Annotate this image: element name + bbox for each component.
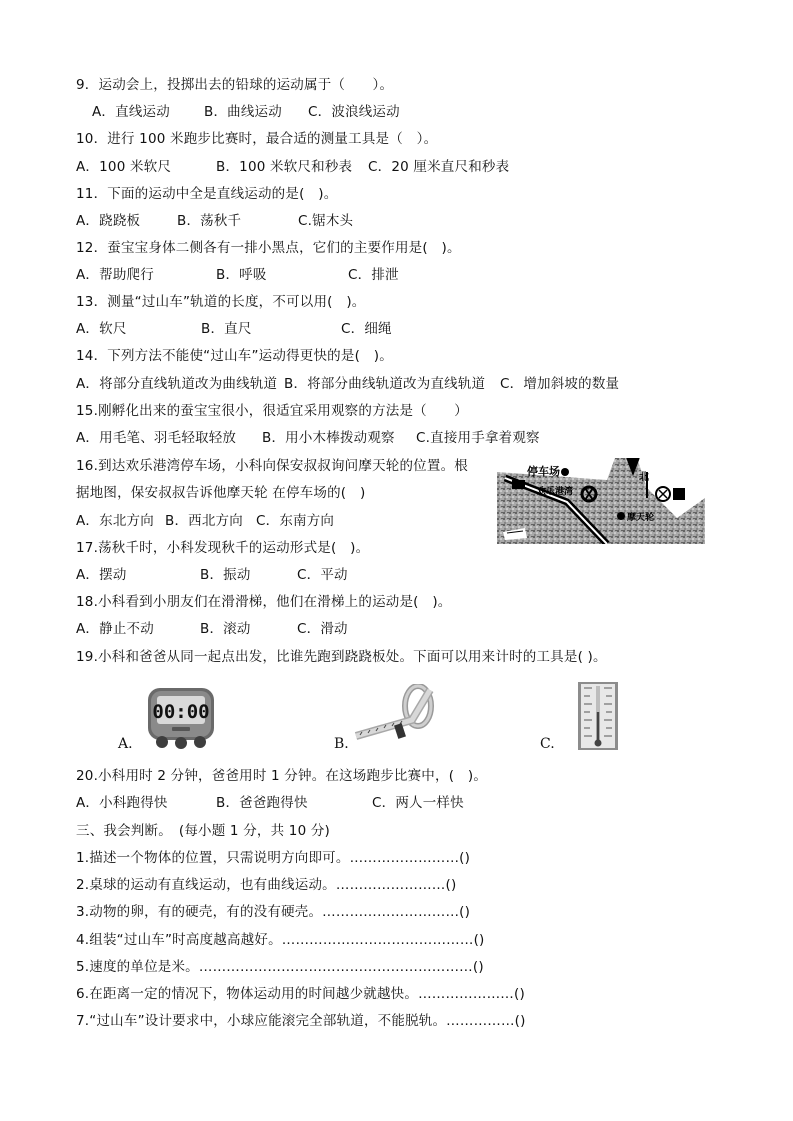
map-label-parking: 停车场 bbox=[527, 465, 560, 478]
option-b[interactable]: B．振动 bbox=[200, 567, 251, 583]
option-b[interactable]: B．直尺 bbox=[201, 321, 252, 337]
option-a[interactable]: A．软尺 bbox=[76, 321, 127, 337]
option-a[interactable]: A．静止不动 bbox=[76, 621, 154, 637]
timer-display: 00:00 bbox=[152, 701, 210, 723]
option-a[interactable]: A．跷跷板 bbox=[76, 213, 141, 229]
judgment-item-6[interactable]: 6.在距离一定的情况下，物体运动用的时间越少就越快。…………………() bbox=[76, 986, 525, 1002]
option-c[interactable]: C．排泄 bbox=[348, 267, 399, 283]
option-b[interactable]: B．100 米软尺和秒表 bbox=[216, 159, 353, 175]
option-a[interactable]: A．直线运动 bbox=[92, 104, 170, 120]
question-20-options bbox=[76, 794, 464, 812]
option-c[interactable]: C．增加斜坡的数量 bbox=[500, 376, 620, 392]
question-17-options bbox=[76, 566, 348, 584]
question-18: 18.小科看到小朋友们在滑滑梯，他们在滑梯上的运动是( )。 bbox=[76, 594, 452, 610]
digital-timer-image[interactable] bbox=[146, 686, 216, 750]
question-17: 17.荡秋千时，小科发现秋千的运动形式是( )。 bbox=[76, 540, 370, 556]
option-a[interactable]: A．100 米软尺 bbox=[76, 159, 172, 175]
option-b[interactable]: B．滚动 bbox=[200, 621, 251, 637]
question-18-options bbox=[76, 620, 348, 638]
option-c[interactable]: C．滑动 bbox=[297, 621, 348, 637]
section-3-heading: 三、我会判断。 (每小题 1 分，共 10 分) bbox=[76, 823, 331, 839]
question-10-options bbox=[76, 158, 509, 176]
question-15: 15.刚孵化出来的蚕宝宝很小，很适宜采用观察的方法是（ ） bbox=[76, 403, 468, 419]
option-b[interactable]: B．将部分曲线轨道改为直线轨道 bbox=[284, 376, 486, 392]
question-9: 9．运动会上，投掷出去的铅球的运动属于（ ）。 bbox=[76, 77, 394, 93]
option-c[interactable]: C．波浪线运动 bbox=[308, 104, 400, 120]
option-a[interactable]: A．帮助爬行 bbox=[76, 267, 154, 283]
option-c[interactable]: C．20 厘米直尺和秒表 bbox=[368, 159, 510, 175]
option-c[interactable]: C．平动 bbox=[297, 567, 348, 583]
map-label-north: 北 bbox=[639, 472, 649, 483]
question-16-line-2: 据地图，保安叔叔告诉他摩天轮 在停车场的( ) bbox=[76, 485, 366, 501]
question-13: 13．测量“过山车”轨道的长度，不可以用( )。 bbox=[76, 294, 366, 310]
judgment-item-3[interactable]: 3.动物的卵，有的硬壳，有的没有硬壳。…………………………() bbox=[76, 904, 471, 920]
option-c[interactable]: C.锯木头 bbox=[298, 213, 354, 229]
judgment-item-5[interactable]: 5.速度的单位是米。……………………………………………………() bbox=[76, 959, 484, 975]
option-c[interactable]: C．两人一样快 bbox=[372, 795, 464, 811]
question-16-options bbox=[76, 512, 334, 530]
question-11-options bbox=[76, 212, 353, 230]
option-b[interactable]: B．呼吸 bbox=[216, 267, 267, 283]
tape-measure-image[interactable] bbox=[352, 684, 434, 748]
option-b[interactable]: B．爸爸跑得快 bbox=[216, 795, 308, 811]
option-c[interactable]: C.直接用手拿着观察 bbox=[416, 430, 540, 446]
option-a[interactable]: A．摆动 bbox=[76, 567, 127, 583]
option-b[interactable]: B．用小木棒拨动观察 bbox=[262, 430, 395, 446]
option-a-label[interactable]: A. bbox=[118, 736, 133, 752]
question-11: 11．下面的运动中全是直线运动的是( )。 bbox=[76, 186, 338, 202]
option-b[interactable]: B．西北方向 bbox=[165, 513, 243, 529]
question-14-options bbox=[76, 375, 619, 393]
judgment-item-2[interactable]: 2.桌球的运动有直线运动，也有曲线运动。……………………() bbox=[76, 877, 457, 893]
option-c-label[interactable]: C. bbox=[540, 736, 555, 752]
judgment-item-4[interactable]: 4.组装“过山车”时高度越高越好。……………………………………() bbox=[76, 932, 485, 948]
thermometer-image[interactable] bbox=[578, 682, 618, 750]
question-12: 12．蚕宝宝身体二侧各有一排小黑点，它们的主要作用是( )。 bbox=[76, 240, 461, 256]
judgment-item-1[interactable]: 1.描述一个物体的位置，只需说明方向即可。……………………() bbox=[76, 850, 471, 866]
question-9-options bbox=[92, 103, 400, 121]
park-map-image bbox=[497, 458, 705, 544]
option-a[interactable]: A．小科跑得快 bbox=[76, 795, 168, 811]
option-c[interactable]: C．东南方向 bbox=[256, 513, 335, 529]
parking-icon bbox=[512, 480, 525, 489]
option-b[interactable]: B．荡秋千 bbox=[177, 213, 242, 229]
option-b[interactable]: B．曲线运动 bbox=[204, 104, 282, 120]
question-14: 14．下列方法不能使“过山车”运动得更快的是( )。 bbox=[76, 348, 393, 364]
option-a[interactable]: A．将部分直线轨道改为曲线轨道 bbox=[76, 376, 278, 392]
question-10: 10．进行 100 米跑步比赛时，最合适的测量工具是（ ）。 bbox=[76, 131, 438, 147]
map-label-harbor: 欢乐港湾 bbox=[537, 487, 574, 497]
option-a[interactable]: A．用毛笔、羽毛轻取轻放 bbox=[76, 430, 237, 446]
question-12-options bbox=[76, 266, 399, 284]
question-20: 20.小科用时 2 分钟，爸爸用时 1 分钟。在这场跑步比赛中，( )。 bbox=[76, 768, 488, 784]
question-16-line-1: 16.到达欢乐港湾停车场，小科向保安叔叔询问摩天轮的位置。根 bbox=[76, 458, 468, 474]
judgment-item-7[interactable]: 7.“过山车”设计要求中，小球应能滚完全部轨道，不能脱轨。……………() bbox=[76, 1013, 526, 1029]
question-19: 19.小科和爸爸从同一起点出发，比谁先跑到跷跷板处。下面可以用来计时的工具是( )。 bbox=[76, 649, 607, 665]
option-b-label[interactable]: B. bbox=[334, 736, 349, 752]
map-label-ferris-wheel: 摩天轮 bbox=[627, 513, 655, 523]
question-13-options bbox=[76, 320, 392, 338]
option-a[interactable]: A．东北方向 bbox=[76, 513, 154, 529]
option-c[interactable]: C．细绳 bbox=[341, 321, 392, 337]
question-15-options bbox=[76, 429, 540, 447]
